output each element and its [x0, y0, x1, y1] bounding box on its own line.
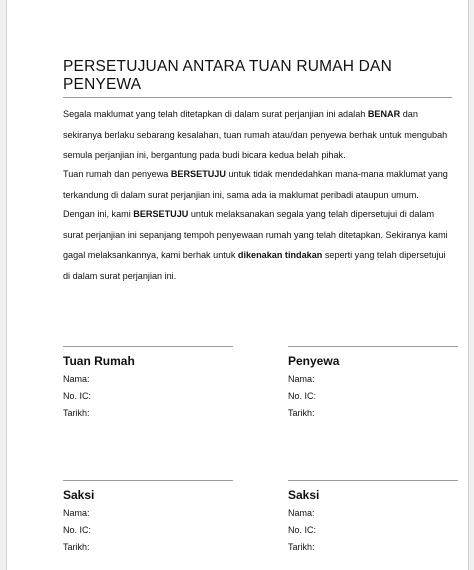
date-label: Tarikh:: [288, 408, 315, 418]
ic-label: No. IC:: [63, 525, 92, 535]
paragraph-1: [63, 104, 455, 166]
landlord-signature-block: [63, 346, 233, 422]
paragraph-3: [63, 204, 455, 286]
signature-line: [288, 346, 458, 347]
title-divider: [63, 97, 452, 98]
date-label: Tarikh:: [63, 542, 90, 552]
name-label: Nama:: [288, 508, 315, 518]
paragraph-text: untuk melaksanakan segala yang telah dipersetujui di dalam surat perjanjian ini sepanjang tempoh penyewaan rumah yang telah ditetapkan. Sekiranya kami gagal melaksankannya, kami berhak untuk: [63, 209, 448, 260]
signature-line: [288, 480, 458, 481]
signature-line: [63, 480, 233, 481]
document-page: [6, 0, 469, 570]
paragraph-text: dan sekiranya berlaku sebarang kesalahan, tuan rumah atau/dan penyewa berhak untuk mengubah semula perjanjian ini, bergantung pada budi bicara kedua belah pihak.: [63, 109, 448, 160]
document-title: PERSETUJUAN ANTARA TUAN RUMAH DAN PENYEWA: [63, 58, 392, 93]
paragraph-2: [63, 164, 455, 205]
paragraph-text: Segala maklumat yang telah ditetapkan di dalam surat perjanjian ini adalah: [63, 109, 368, 119]
signature-heading: Tuan Rumah: [63, 354, 135, 368]
paragraph-text: Tuan rumah dan penyewa: [63, 169, 171, 179]
witness-2-signature-block: [288, 480, 458, 556]
tenant-signature-block: [288, 346, 458, 422]
ic-label: No. IC:: [63, 391, 92, 401]
date-label: Tarikh:: [288, 542, 315, 552]
signature-line: [63, 346, 233, 347]
paragraph-text: seperti yang telah dipersetujui di dalam surat perjanjian ini.: [63, 250, 446, 281]
signature-heading: Saksi: [63, 488, 95, 502]
emphasized-text: dikenakan tindakan: [237, 250, 323, 260]
name-label: Nama:: [288, 374, 315, 384]
name-label: Nama:: [63, 374, 90, 384]
date-label: Tarikh:: [63, 408, 90, 418]
emphasized-text: BERSETUJU: [133, 209, 189, 219]
ic-label: No. IC:: [288, 525, 317, 535]
signature-heading: Penyewa: [288, 354, 340, 368]
witness-1-signature-block: [63, 480, 233, 556]
emphasized-text: BENAR: [367, 109, 401, 119]
ic-label: No. IC:: [288, 391, 317, 401]
paragraph-text: untuk tidak mendedahkan mana-mana maklumat yang terkandung di dalam surat perjanjian ini, sama ada ia maklumat peribadi ataupun umum.: [63, 169, 448, 200]
signature-heading: Saksi: [288, 488, 320, 502]
emphasized-text: BERSETUJU: [170, 169, 226, 179]
paragraph-text: Dengan ini, kami: [63, 209, 134, 219]
name-label: Nama:: [63, 508, 90, 518]
